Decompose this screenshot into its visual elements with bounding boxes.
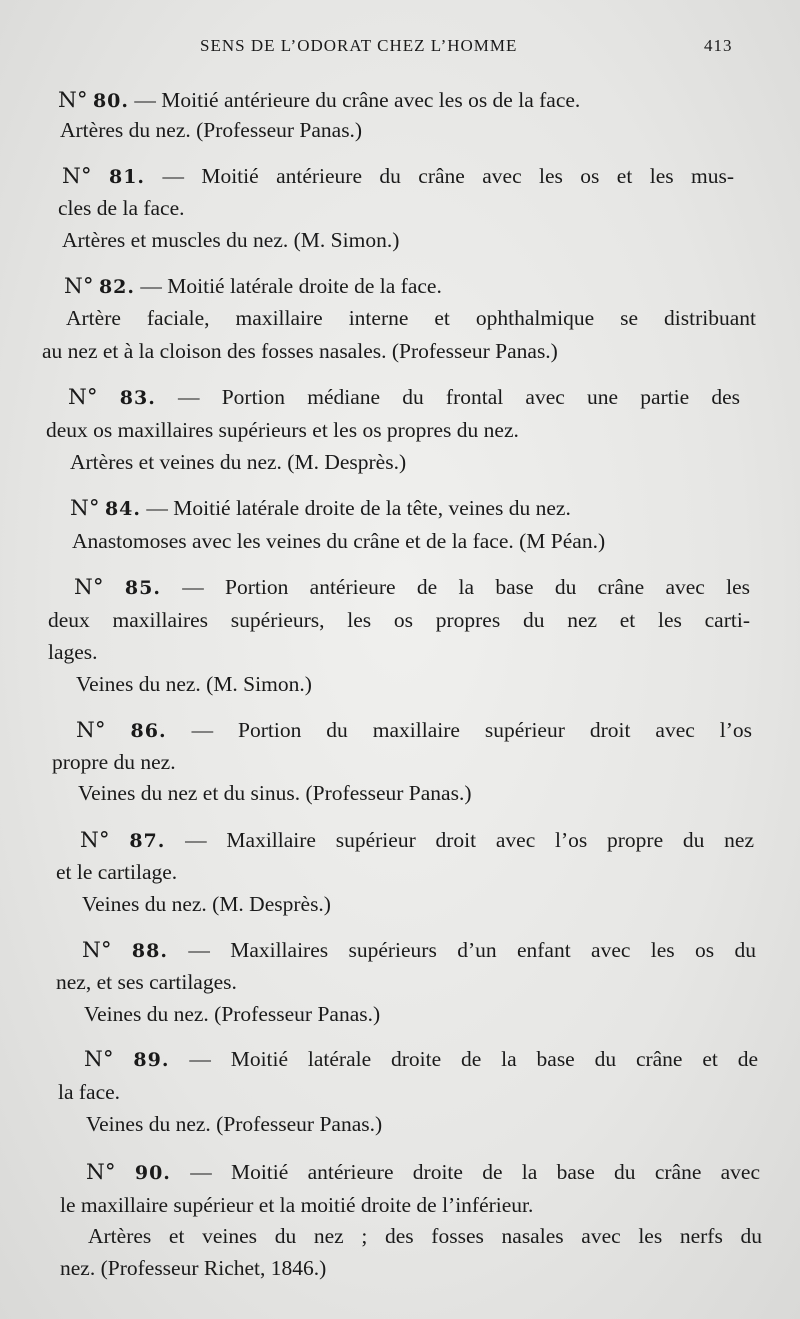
entry-85-heading: [74, 573, 750, 602]
entry-number: 83.: [119, 387, 156, 409]
entry-title: — Moitié latérale droite de la tête, veines du nez.: [146, 496, 571, 520]
entry-title: — Maxillaire supérieur droit avec l’os propre du nez: [185, 828, 754, 852]
entry-title: — Moitié latérale droite de la face.: [140, 274, 442, 298]
entry-87-line: et le cartilage.: [56, 860, 178, 884]
entry-number: 88.: [131, 940, 168, 962]
entry-number: 80.: [92, 90, 129, 112]
entry-85-line: lages.: [48, 640, 98, 664]
entry-title: — Portion antérieure de la base du crâne avec les: [182, 575, 751, 599]
entry-number-prefix: N°: [86, 1160, 116, 1185]
entry-86-line: propre du nez.: [52, 750, 176, 774]
entry-88-heading: [82, 936, 756, 965]
entry-number-prefix: N°: [80, 828, 110, 853]
entry-80-line: Artères du nez. (Professeur Panas.): [60, 118, 363, 142]
entry-87-heading: [80, 826, 754, 855]
entry-title: — Moitié antérieure du crâne avec les os de la face.: [134, 88, 581, 112]
entry-81-heading: [62, 162, 734, 191]
entry-80-heading: [58, 86, 736, 115]
entry-title: — Portion du maxillaire supérieur droit avec l’os: [191, 718, 753, 742]
entry-number-prefix: N°: [70, 496, 100, 521]
entry-87-line: Veines du nez. (M. Desprès.): [82, 892, 331, 916]
entry-title: — Moitié antérieure du crâne avec les os et les mus-: [162, 164, 735, 188]
entry-90-line: le maxillaire supérieur et la moitié droite de l’inférieur.: [60, 1193, 534, 1217]
entry-number-prefix: N°: [58, 88, 88, 113]
entry-82-heading: [64, 272, 442, 301]
entry-83-line: Artères et veines du nez. (M. Desprès.): [70, 450, 407, 474]
entry-89-line: Veines du nez. (Professeur Panas.): [86, 1112, 383, 1136]
entry-number: 84.: [104, 498, 141, 520]
entry-89-heading: [84, 1045, 758, 1074]
entry-86-line: Veines du nez et du sinus. (Professeur Panas.): [78, 781, 472, 805]
entry-number: 86.: [130, 720, 167, 742]
entry-title: — Moitié antérieure droite de la base du crâne avec: [190, 1160, 761, 1184]
entry-90-line: Artères et veines du nez ; des fosses nasales avec les nerfs du: [88, 1224, 762, 1248]
entry-85-line: deux maxillaires supérieurs, les os propres du nez et les carti-: [48, 608, 750, 632]
entry-84-heading: [70, 494, 571, 523]
entry-number: 89.: [133, 1049, 170, 1071]
entry-number: 81.: [108, 166, 146, 188]
entry-number-prefix: N°: [84, 1047, 114, 1072]
entry-89-line: la face.: [58, 1080, 121, 1104]
entry-number: 85.: [124, 577, 161, 599]
entry-number-prefix: N°: [82, 938, 112, 963]
entry-number: 87.: [129, 830, 166, 852]
entry-82-line: Artère faciale, maxillaire interne et ophthalmique se distribuant: [66, 306, 756, 330]
entry-88-line: Veines du nez. (Professeur Panas.): [84, 1002, 381, 1026]
entry-90-heading: [86, 1158, 760, 1187]
entry-90-line: nez. (Professeur Richet, 1846.): [60, 1256, 327, 1280]
entry-title: — Portion médiane du frontal avec une partie des: [178, 385, 741, 409]
entry-number-prefix: N°: [74, 575, 104, 600]
entry-81-line: cles de la face.: [58, 196, 185, 220]
entry-84-line: Anastomoses avec les veines du crâne et de la face. (M Péan.): [72, 529, 606, 553]
entry-83-line: deux os maxillaires supérieurs et les os propres du nez.: [46, 418, 519, 442]
entry-85-line: Veines du nez. (M. Simon.): [76, 672, 312, 696]
entry-number: 90.: [134, 1162, 171, 1184]
entry-number-prefix: N°: [64, 274, 94, 299]
running-header-title: SENS DE L’ODORAT CHEZ L’HOMME: [200, 36, 518, 55]
entry-86-heading: [76, 716, 752, 745]
entry-title: — Maxillaires supérieurs d’un enfant avec les os du: [188, 938, 756, 962]
entry-81-line: Artères et muscles du nez. (M. Simon.): [62, 228, 400, 252]
entry-number-prefix: N°: [76, 718, 106, 743]
entry-number-prefix: N°: [62, 164, 92, 189]
page-number: 413: [704, 36, 733, 55]
entry-82-line: au nez et à la cloison des fosses nasales. (Professeur Panas.): [42, 339, 558, 363]
entry-83-heading: [68, 383, 740, 412]
entry-88-line: nez, et ses cartilages.: [56, 970, 237, 994]
entry-number-prefix: N°: [68, 385, 98, 410]
entry-title: — Moitié latérale droite de la base du crâne et de: [189, 1047, 758, 1071]
entry-number: 82.: [98, 276, 135, 298]
